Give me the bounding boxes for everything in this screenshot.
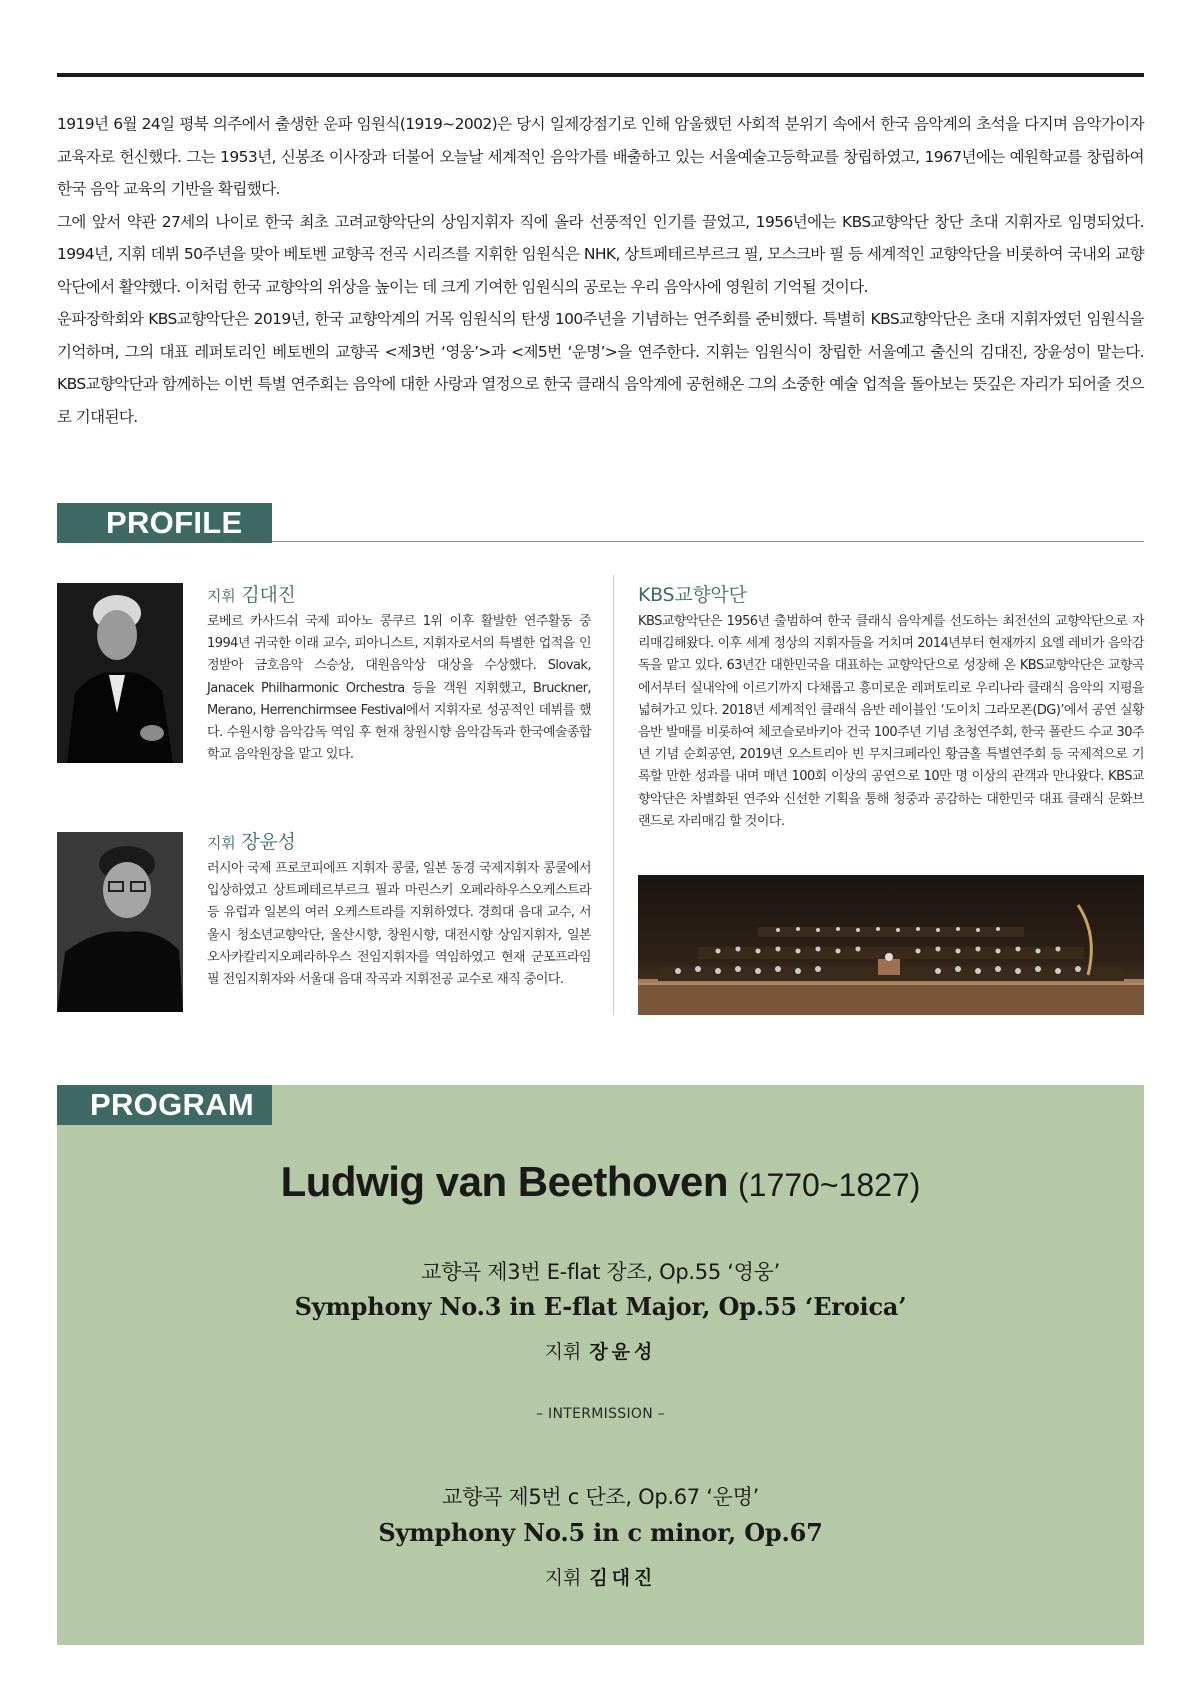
intro-paragraph: 1919년 6월 24일 평북 의주에서 출생한 운파 임원식(1919~2002)은 당시 일제강점기로 인해 암울했던 사회적 분위기 속에서 한국 음악계의 초석을 다지며 음악가이자 교육자로 헌신했다. 그는 1953년, 신봉조 이사장과 더불어 오늘날 세계적인 음악가를 배출하고 있는 서울예술고등학교를 창립하였고, 1967년에는 예원학교를 창립하여 한국 음악 교육의 기반을 확립했다. [57,115,1144,198]
composer-heading [57,1158,1144,1206]
conductor-photo-jang [57,832,183,1012]
piece2-title-ko: 교향곡 제5번 c 단조, Op.67 ‘운명’ [442,1485,759,1509]
piece2-conductor [57,1563,1144,1590]
conductor-label: 지휘 [544,1341,582,1363]
conductor-photo-kim [57,583,183,763]
intermission: – INTERMISSION – [535,1406,666,1422]
orchestra-photo [638,875,1144,1015]
intro-paragraph: 운파장학회와 KBS교향악단은 2019년, 한국 교향악계의 거목 임원식의 탄생 100주년을 기념하는 연주회를 준비했다. 특별히 KBS교향악단은 초대 지휘자였던 임원식을 기억하며, 그의 대표 레퍼토리인 베토벤의 교향곡 <제3번 ‘영웅’>과 <제5번 ‘운명’>을 연주한다. 지휘는 임원식이 창립한 서울예고 출신의 김대진, 장윤성이 맡는다. KBS교향악단과 함께하는 이번 특별 연주회는 음악에 대한 사랑과 열정으로 한국 클래식 음악계에 공헌해온 그의 소중한 예술 업적을 돌아보는 뜻깊은 자리가 되어줄 것으로 기대된다. [57,310,1144,426]
orchestra-bio: KBS교향악단은 1956년 출범하여 한국 클래식 음악계를 선도하는 최전선의 교향악단으로 자리매김해왔다. 이후 세계 정상의 지휘자들을 거치며 2014년부터 현재까지 요엘 레비가 음악감독을 맡고 있다. 63년간 대한민국을 대표하는 교향악단으로 성장해 온 KBS교향악단은 교향곡에서부터 실내악에 이르기까지 다채롭고 흥미로운 레퍼토리로 우리나라 클래식 음악의 지평을 넓혀가고 있다. 2018년 세계적인 클래식 음반 레이블인 ‘도이치 그라모폰(DG)’에서 공연 실황 음반 발매를 비롯하여 체코슬로바키아 건국 100주년 기념 초청연주회, 한국 폴란드 수교 30주년 기념 순회공연, 2019년 오스트리아 빈 무지크페라인 황금홀 특별연주회 등 국제적으로 기록할 만한 성과를 내며 매년 100회 이상의 공연으로 10만 명 이상의 관객과 만나왔다. KBS교향악단은 차별화된 연주와 신선한 기획을 통해 청중과 공감하는 대한민국 대표 클래식 문화브랜드로 자리매김 할 것이다. [638,614,1144,829]
program-tab: PROGRAM [57,1085,272,1125]
piece1-title-en: Symphony No.3 in E-flat Major, Op.55 ‘Eroica’ [294,1292,907,1321]
intro-text [57,108,1144,433]
profile-rule [272,541,1144,542]
conductor-label: 지휘 [544,1567,582,1589]
conductor-name: 김대진 [589,1567,657,1589]
piece1-conductor [57,1337,1144,1364]
top-rule [57,73,1144,77]
conductor-name: 김대진 [241,584,296,606]
conductor-name: 장윤성 [589,1341,657,1363]
orchestra-title: KBS교향악단 [638,584,747,606]
conductor-title-kim [207,580,296,607]
column-divider [613,575,614,1015]
composer-years: (1770~1827) [738,1167,921,1203]
profile-tab: PROFILE [57,503,272,543]
conductor-bio-jang: 러시아 국제 프로코피에프 지휘자 콩쿨, 일본 동경 국제지휘자 콩쿨에서 입상하였고 상트페테르부르크 필과 마린스키 오페라하우스오케스트라 등 유럽과 일본의 여러 오케스트라를 지휘하였다. 경희대 음대 교수, 서울시 청소년교향악단, 울산시향, 창원시향, 대전시향 상임지휘자, 일본 오사카칼리지오페라하우스 전임지휘자를 역임하였고 현재 군포프라임필 전임지휘자와 서울대 음대 작곡과 지휘전공 교수로 재직 중이다. [207,861,591,988]
piece1-title-ko: 교향곡 제3번 E-flat 장조, Op.55 ‘영웅’ [420,1260,781,1284]
composer-name: Ludwig van Beethoven [280,1158,728,1205]
piece2-title-en: Symphony No.5 in c minor, Op.67 [378,1518,823,1547]
conductor-role: 지휘 [207,587,236,605]
conductor-name: 장윤성 [241,831,296,853]
intro-paragraph: 그에 앞서 약관 27세의 나이로 한국 최초 고려교향악단의 상임지휘자 직에 올라 선풍적인 인기를 끌었고, 1956년에는 KBS교향악단 창단 초대 지휘자로 임명되었다. 1994년, 지휘 데뷔 50주년을 맞아 베토벤 교향곡 전곡 시리즈를 지휘한 임원식은 NHK, 상트페테르부르크 필, 모스크바 필 등 세계적인 교향악단을 비롯하여 국내외 교향악단에서 활약했다. 이처럼 한국 교향악의 위상을 높이는 데 크게 기여한 임원식의 공로는 우리 음악사에 영원히 기억될 것이다. [57,212,1144,296]
profile-header [57,503,1144,543]
conductor-role: 지휘 [207,834,236,852]
conductor-title-jang [207,827,296,854]
conductor-bio-kim: 로베르 카사드쉬 국제 피아노 콩쿠르 1위 이후 활발한 연주활동 중 1994년 귀국한 이래 교수, 피아니스트, 지휘자로서의 특별한 업적을 인정받아 금호음악 스승상, 대원음악상 대상을 수상했다. Slovak, Janacek Philharmonic Orchestra 등을 객원 지휘했고, Bruckner, Merano, Herrenchirmsee Festival에서 지휘자로 성공적인 데뷔를 했다. 수원시향 음악감독 역임 후 현재 창원시향 음악감독과 한국예술종합학교 음악원장을 맡고 있다. [207,614,591,763]
